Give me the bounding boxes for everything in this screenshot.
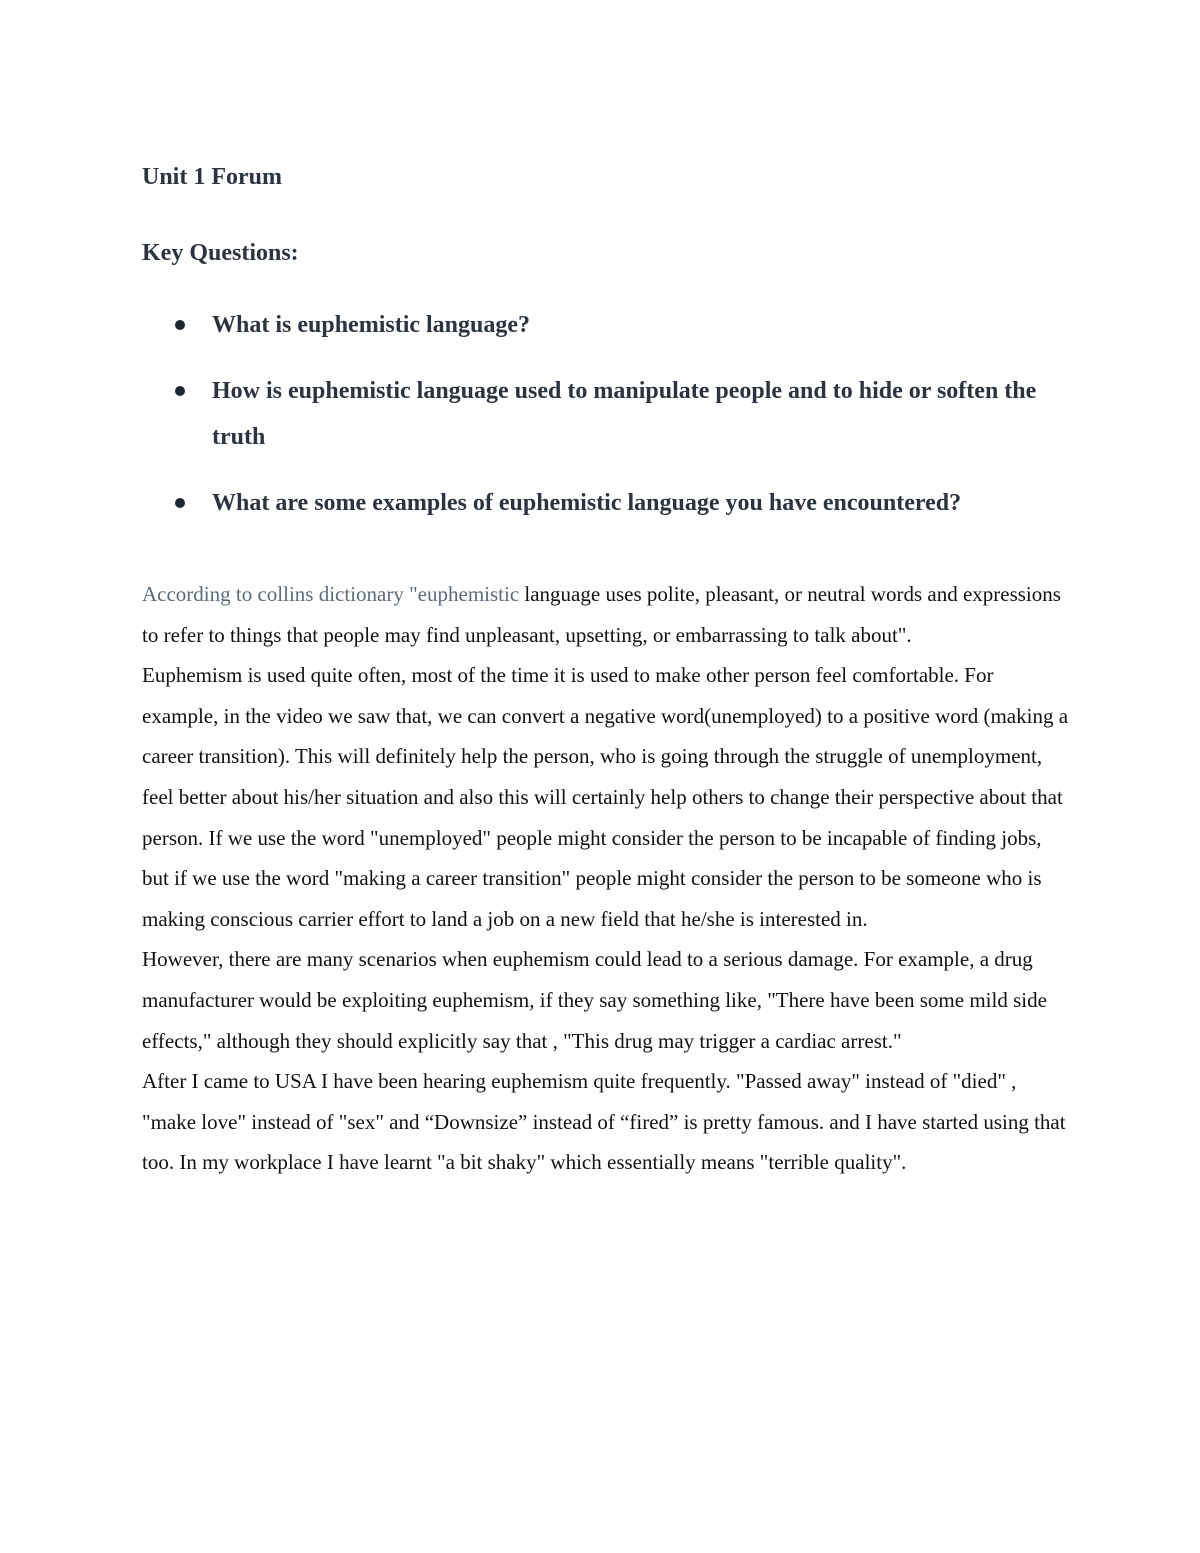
key-questions-list — [142, 302, 1072, 526]
question-text: What is euphemistic language? — [212, 312, 531, 338]
bullet-icon — [175, 498, 185, 508]
paragraph-definition — [142, 574, 1072, 655]
paragraph-examples: After I came to USA I have been hearing euphemism quite frequently. "Passed away" instead of "died" , "make love" instead of "sex" and “Downsize” instead of “fired” is pretty famous. and I have started using that too. In my workplace I have learnt "a bit shaky" which essentially means "terrible quality". — [142, 1069, 1066, 1175]
key-questions-heading: Key Questions: — [142, 240, 299, 266]
paragraph-damage: However, there are many scenarios when euphemism could lead to a serious damage. For example, a drug manufacturer would be exploiting euphemism, if they say something like, "There have been some mild side effects," although they should explicitly say that , "This drug may trigger a cardiac arrest." — [142, 947, 1047, 1053]
document-title: Unit 1 Forum — [142, 164, 282, 190]
response-body — [142, 574, 1072, 1183]
definition-source: According to collins dictionary "euphemistic — [142, 582, 520, 606]
question-item — [142, 480, 1072, 526]
paragraph-usage: Euphemism is used quite often, most of the time it is used to make other person feel comfortable. For example, in the video we saw that, we can convert a negative word(unemployed) to a positive word (making a career transition). This will definitely help the person, who is going through the struggle of unemployment, feel better about his/her situation and also this will certainly help others to change their perspective about that person. If we use the word "unemployed" people might consider the person to be incapable of finding jobs, but if we use the word "making a career transition" people might consider the person to be someone who is making conscious carrier effort to land a job on a new field that he/she is interested in. — [142, 663, 1069, 931]
question-text: What are some examples of euphemistic language you have encountered? — [212, 490, 962, 516]
bullet-icon — [175, 386, 185, 396]
question-item — [142, 368, 1072, 460]
definition-text: language uses polite, pleasant, or neutral words and expressions to refer to things that people may find unpleasant, upsetting, or embarrassing to talk about". — [142, 582, 1061, 647]
question-item — [142, 302, 1072, 348]
bullet-icon — [175, 320, 185, 330]
question-text: How is euphemistic language used to manipulate people and to hide or soften the truth — [212, 378, 1037, 450]
document-content — [142, 160, 1072, 1183]
